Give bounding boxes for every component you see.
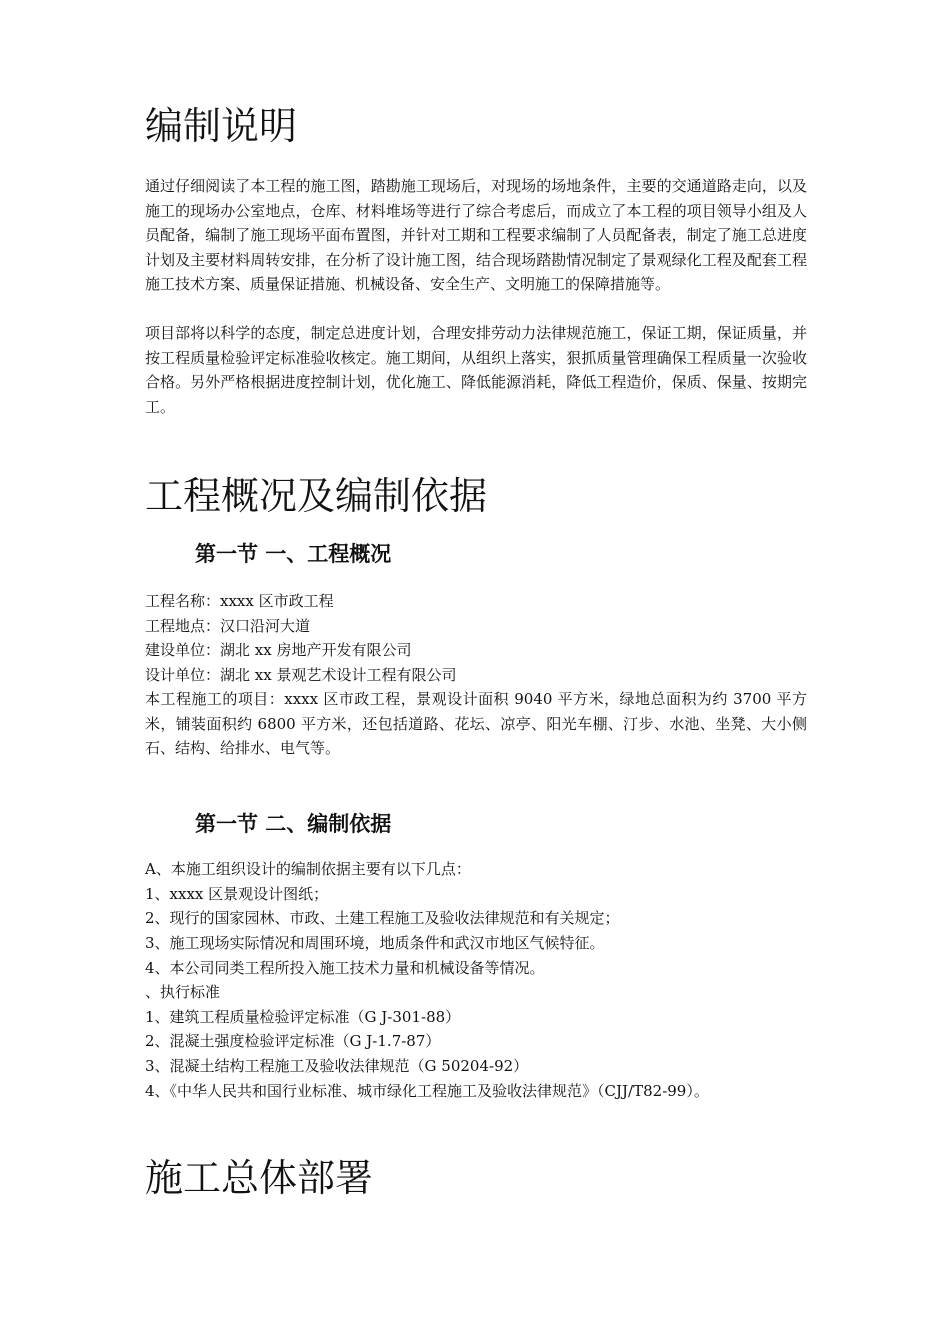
paragraph-project-scope: 本工程施工的项目：xxxx 区市政工程，景观设计面积 9040 平方米，绿地总面积为约 3700 平方米，铺装面积约 6800 平方米，还包括道路、花坛、凉亭、阳光车棚、汀步、水池、坐凳、大小侧石、结构、给排水、电气等。 [145, 690, 807, 757]
info-line-project-name: 工程名称：xxxx 区市政工程 [145, 592, 334, 610]
paragraph-commitment: 项目部将以科学的态度，制定总进度计划，合理安排劳动力法律规范施工，保证工期，保证质量，并按工程质量检验评定标准验收核定。施工期间，从组织上落实，狠抓质量管理确保工程质量一次验收合格。另外严格根据进度控制计划，优化施工、降低能源消耗，降低工程造价，保质、保量、按期完工。 [145, 324, 807, 416]
basis-line-intro: A、本施工组织设计的编制依据主要有以下几点： [145, 860, 471, 878]
basis-line-4: 4、本公司同类工程所投入施工技术力量和机械设备等情况。 [145, 959, 545, 977]
subsection-title-compilation-basis: 第一节 二、编制依据 [195, 811, 392, 836]
info-line-builder: 建设单位：湖北 xx 房地产开发有限公司 [145, 641, 412, 659]
standard-line-3: 3、混凝土结构工程施工及验收法律规范（G 50204-92） [145, 1057, 529, 1075]
basis-line-1: 1、xxxx 区景观设计图纸； [145, 885, 329, 903]
section-title-general-deployment: 施工总体部署 [145, 1156, 374, 1200]
standards-heading: 、执行标准 [145, 983, 221, 1001]
info-line-project-location: 工程地点：汉口沿河大道 [145, 617, 311, 635]
section-title-project-overview: 工程概况及编制依据 [145, 474, 488, 518]
info-line-designer: 设计单位：湖北 xx 景观艺术设计工程有限公司 [145, 666, 457, 684]
standard-line-1: 1、建筑工程质量检验评定标准（G J-301-88） [145, 1008, 461, 1026]
standard-line-4: 4、《中华人民共和国行业标准、城市绿化工程施工及验收法律规范》（CJJ/T82-99）。 [145, 1082, 709, 1100]
standard-line-2: 2、混凝土强度检验评定标准（G J-1.7-87） [145, 1032, 441, 1050]
section-title-compilation-notes: 编制说明 [145, 104, 298, 148]
basis-line-2: 2、现行的国家园林、市政、土建工程施工及验收法律规范和有关规定； [145, 909, 620, 927]
paragraph-overview: 通过仔细阅读了本工程的施工图，踏勘施工现场后，对现场的场地条件，主要的交通道路走向，以及施工的现场办公室地点，仓库、材料堆场等进行了综合考虑后，而成立了本工程的项目领导小组及人员配备，编制了施工现场平面布置图，并针对工期和工程要求编制了人员配备表，制定了施工总进度计划及主要材料周转安排，在分析了设计施工图，结合现场踏勘情况制定了景观绿化工程及配套工程施工技术方案、质量保证措施、机械设备、安全生产、文明施工的保障措施等。 [145, 177, 807, 293]
basis-line-3: 3、施工现场实际情况和周围环境，地质条件和武汉市地区气候特征。 [145, 934, 605, 952]
subsection-title-project-overview: 第一节 一、工程概况 [195, 541, 392, 566]
